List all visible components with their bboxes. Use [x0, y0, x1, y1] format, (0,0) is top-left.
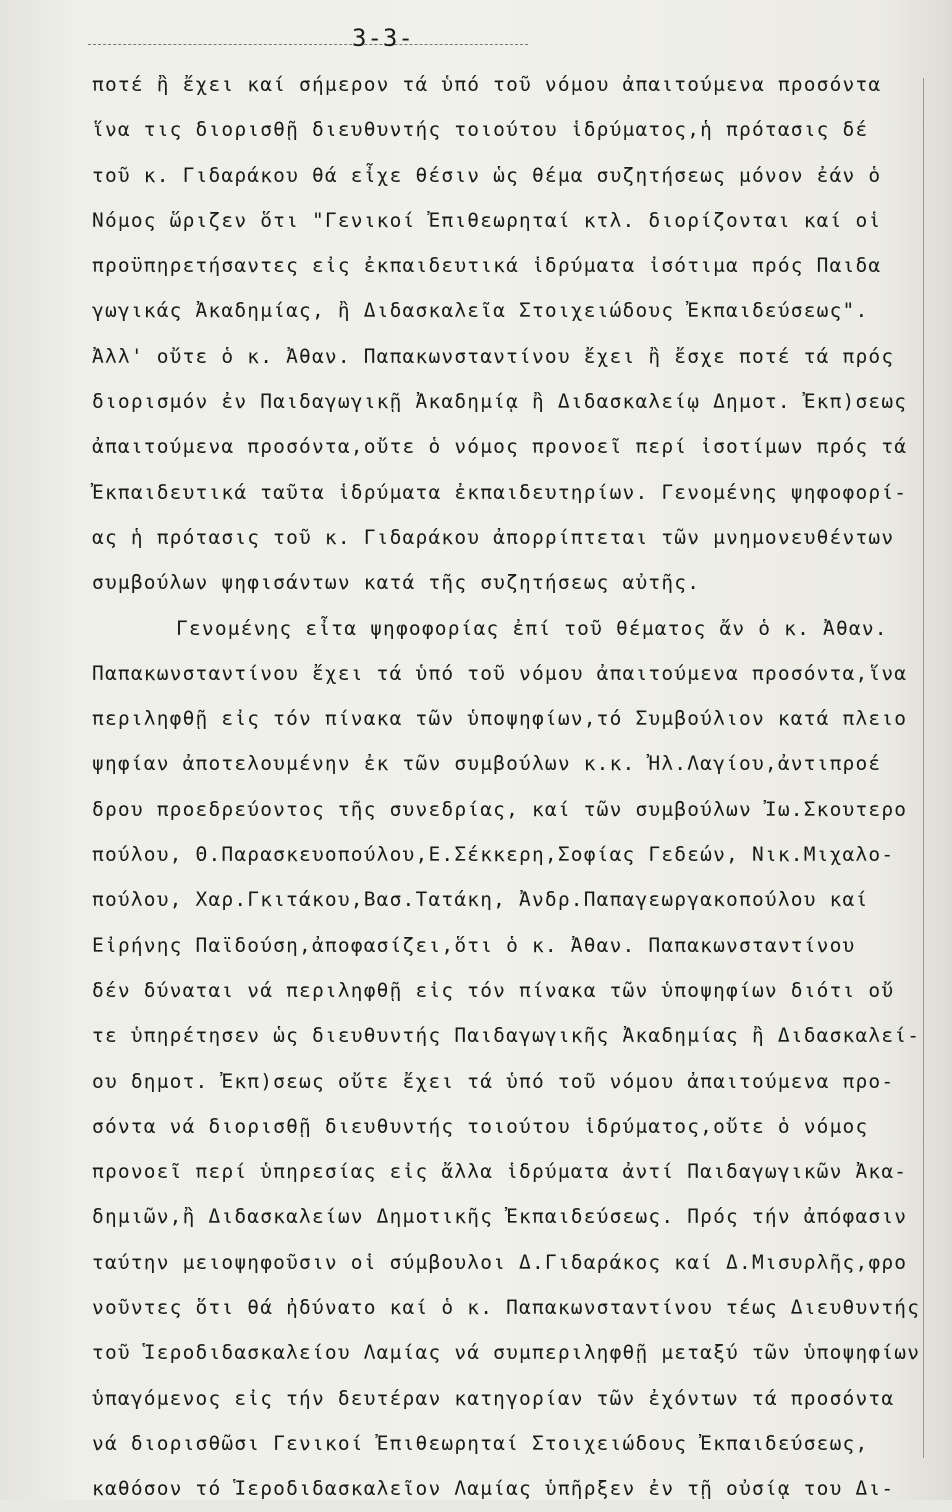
text-line: προνοεῖ περί ὑπηρεσίας εἰς ἄλλα ἱδρύματα ἀντί Παιδαγωγικῶν Ἀκα- — [92, 1160, 908, 1184]
text-line: γωγικάς Ἀκαδημίας, ἢ Διδασκαλεῖα Στοιχειώδους Ἐκπαιδεύσεως". — [92, 299, 869, 323]
text-line: Παπακωνσταντίνου ἔχει τά ὑπό τοῦ νόμου ἀπαιτούμενα προσόντα,ἵνα — [92, 661, 908, 685]
text-line: πούλου, Χαρ.Γκιτάκου,Βασ.Τατάκη, Ἀνδρ.Παπαγεωργακοπούλου καί — [92, 888, 869, 912]
text-line: Ἀλλ' οὔτε ὁ κ. Ἀθαν. Παπακωνσταντίνου ἔχει ἢ ἔσχε ποτέ τά πρός — [92, 344, 895, 368]
text-line: ἀπαιτούμενα προσόντα,οὔτε ὁ νόμος προνοεῖ περί ἰσοτίμων πρός τά — [92, 435, 908, 459]
typed-text-body — [92, 62, 924, 1512]
text-line: τοῦ κ. Γιδαράκου θά εἶχε θέσιν ὡς θέμα συζητήσεως μόνον ἐάν ὁ — [92, 163, 882, 187]
text-line: σόντα νά διορισθῇ διευθυντής τοιούτου ἱδρύματος,οὔτε ὁ νόμος — [92, 1114, 869, 1138]
header-rule — [88, 44, 528, 45]
text-line: Ἐκπαιδευτικά ταῦτα ἱδρύματα ἐκπαιδευτηρίων. Γενομένης ψηφοφορί- — [92, 480, 908, 504]
text-line: Εἰρήνης Παϊδούση,ἀποφασίζει,ὅτι ὁ κ. Ἀθαν. Παπακωνσταντίνου — [92, 933, 856, 957]
text-line: δημιῶν,ἢ Διδασκαλείων Δημοτικῆς Ἐκπαιδεύσεως. Πρός τήν ἀπόφασιν — [92, 1205, 908, 1229]
text-line: περιληφθῇ εἰς τόν πίνακα τῶν ὑποψηφίων,τό Συμβούλιον κατά πλειο — [92, 707, 908, 731]
page-number: 3-3- — [352, 24, 414, 52]
text-line: συμβούλων ψηφισάντων κατά τῆς συζητήσεως αὐτῆς. — [92, 571, 701, 595]
text-line: ας ἡ πρότασις τοῦ κ. Γιδαράκου ἀπορρίπτεται τῶν μνημονευθέντων — [92, 525, 895, 549]
text-line: δρου προεδρεύοντος τῆς συνεδρίας, καί τῶν συμβούλων Ἰω.Σκουτερο — [92, 797, 908, 821]
text-line: ποτέ ἢ ἔχει καί σήμερον τά ὑπό τοῦ νόμου ἀπαιτούμενα προσόντα — [92, 73, 882, 96]
text-line: νά διορισθῶσι Γενικοί Ἐπιθεωρηταί Στοιχειώδους Ἐκπαιδεύσεως, — [92, 1431, 869, 1455]
text-line: τε ὑπηρέτησεν ὡς διευθυντής Παιδαγωγικῆς Ἀκαδημίας ἢ Διδασκαλεί- — [92, 1024, 921, 1048]
text-line: ψηφίαν ἀποτελουμένην ἐκ τῶν συμβούλων κ.κ. Ἠλ.Λαγίου,ἀντιπροέ — [92, 752, 882, 776]
text-line: ου δημοτ. Ἐκπ)σεως οὔτε ἔχει τά ὑπό τοῦ νόμου ἀπαιτούμενα προ- — [92, 1069, 895, 1093]
paragraph-start-line: Γενομένης εἶτα ψηφοφορίας ἐπί τοῦ θέματος ἄν ὁ κ. Ἀθαν. — [176, 616, 888, 640]
text-line: διορισμόν ἐν Παιδαγωγικῇ Ἀκαδημίᾳ ἢ Διδασκαλείῳ Δημοτ. Ἐκπ)σεως — [92, 390, 908, 414]
text-line: ἵνα τις διορισθῇ διευθυντής τοιούτου ἱδρύματος,ἡ πρότασις δέ — [92, 118, 869, 142]
text-line: πούλου, Θ.Παρασκευοπούλου,Ε.Σέκκερη,Σοφίας Γεδεών, Νικ.Μιχαλο- — [92, 843, 895, 867]
text-line: τοῦ Ἱεροδιδασκαλείου Λαμίας νά συμπεριληφθῇ μεταξύ τῶν ὑποψηφίων — [92, 1341, 921, 1365]
text-line: νοῦντες ὅτι θά ἠδύνατο καί ὁ κ. Παπακωνσταντίνου τέως Διευθυντής — [92, 1296, 921, 1320]
text-line: δέν δύναται νά περιληφθῇ εἰς τόν πίνακα τῶν ὑποψηφίων διότι οὔ — [92, 978, 895, 1002]
text-line: Νόμος ὥριζεν ὅτι "Γενικοί Ἐπιθεωρηταί κτλ. διορίζονται καί οἱ — [92, 208, 882, 232]
text-line: ὑπαγόμενος εἰς τήν δευτέραν κατηγορίαν τῶν ἐχόντων τά προσόντα — [92, 1386, 895, 1410]
text-line: προϋπηρετήσαντες εἰς ἐκπαιδευτικά ἱδρύματα ἰσότιμα πρός Παιδα — [92, 254, 882, 278]
text-line: καθόσον τό Ἱεροδιδασκαλεῖον Λαμίας ὑπῆρξεν ἐν τῇ οὐσίᾳ του Δι- — [92, 1477, 895, 1501]
text-line: ταύτην μειοψηφοῦσιν οἱ σύμβουλοι Δ.Γιδαράκος καί Δ.Μισυρλῆς,φρο — [92, 1250, 908, 1274]
